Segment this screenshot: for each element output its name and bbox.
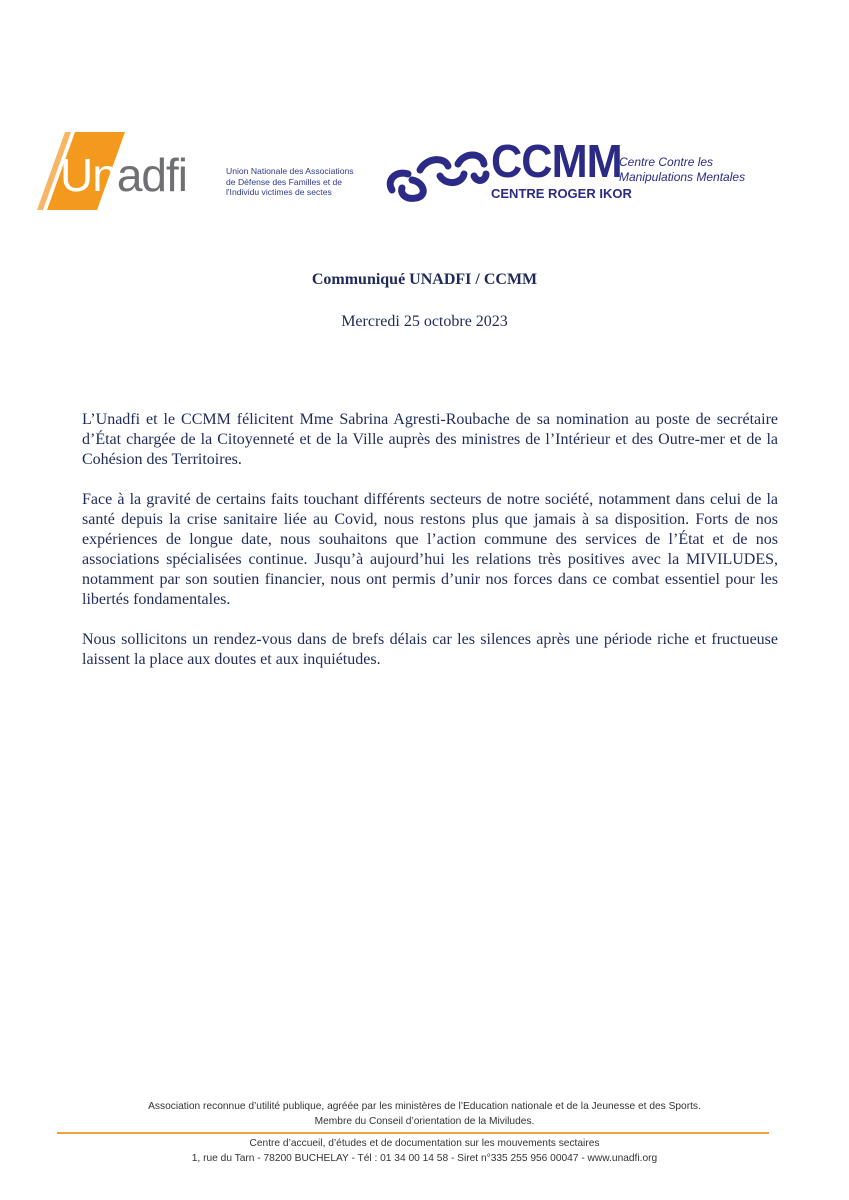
unadfi-wordmark-prefix: Un [60, 149, 117, 201]
ccmm-wordmark: CCMM [491, 135, 622, 187]
unadfi-tagline [226, 166, 376, 198]
unadfi-wordmark-suffix: adfi [116, 149, 187, 201]
unadfi-tagline-line: l'Individu victimes de sectes [226, 187, 332, 198]
ccmm-subtitle: CENTRE ROGER IKOR [491, 186, 632, 201]
unadfi-tagline-line: Union Nationale des Associations [226, 166, 354, 176]
communique-date: Mercredi 25 octobre 2023 [341, 313, 508, 330]
ccmm-description-line: Centre Contre les [619, 155, 714, 169]
letterhead [0, 0, 849, 240]
unadfi-wordmark [60, 149, 187, 201]
footer-line: Centre d’accueil, d’études et de documentation sur les mouvements sectaires [249, 1138, 600, 1149]
footer-accreditation [0, 1100, 849, 1129]
footer-line: Membre du Conseil d’orientation de la Miviludes. [314, 1115, 535, 1127]
communique-body [82, 410, 778, 690]
unadfi-tagline-line: de Défense des Familles et de [226, 176, 343, 187]
footer-divider [57, 1132, 769, 1134]
body-paragraph: Face à la gravité de certains faits touchant différents secteurs de notre société, notamment dans celui de la santé depuis la crise sanitaire liée au Covid, nous restons plus que jamais à sa disposition. Forts de nos expériences de longue date, nous souhaitons que l’action commune des services de l’État et de nos associations spécialisées continue. Jusqu’à aujourd’hui les relations très positives avec la MIVILUDES, notamment par son soutien financier, nous ont permis d’unir nos forces dans ce combat essentiel pour les libertés fondamentales. [82, 491, 778, 608]
body-paragraph: L’Unadfi et le CCMM félicitent Mme Sabrina Agresti-Roubache de sa nomination au poste de secrétaire d’État chargée de la Citoyenneté et de la Ville auprès des ministres de l’Intérieur et des Outre-mer et de la Cohésion des Territoires. [82, 411, 778, 468]
ccmm-description-line: Manipulations Mentales [619, 169, 746, 184]
footer-line: 1, rue du Tarn - 78200 BUCHELAY - Tél : 01 34 00 14 58 - Siret n°335 255 956 00047 - www.unadfi.org [191, 1152, 658, 1164]
footer-line: Association reconnue d’utilité publique, agréée par les ministères de l’Education nationale et de la Jeunesse et des Sports. [148, 1101, 701, 1112]
broken-chain-icon [386, 140, 490, 204]
ccmm-description [619, 155, 745, 184]
body-paragraph: Nous sollicitons un rendez-vous dans de brefs délais car les silences après une période riche et fructueuse laissent la place aux doutes et aux inquiétudes. [82, 631, 778, 668]
unadfi-wordmark-text [60, 149, 187, 201]
communique-title: Communiqué UNADFI / CCMM [311, 271, 538, 288]
footer-contact [0, 1137, 849, 1166]
